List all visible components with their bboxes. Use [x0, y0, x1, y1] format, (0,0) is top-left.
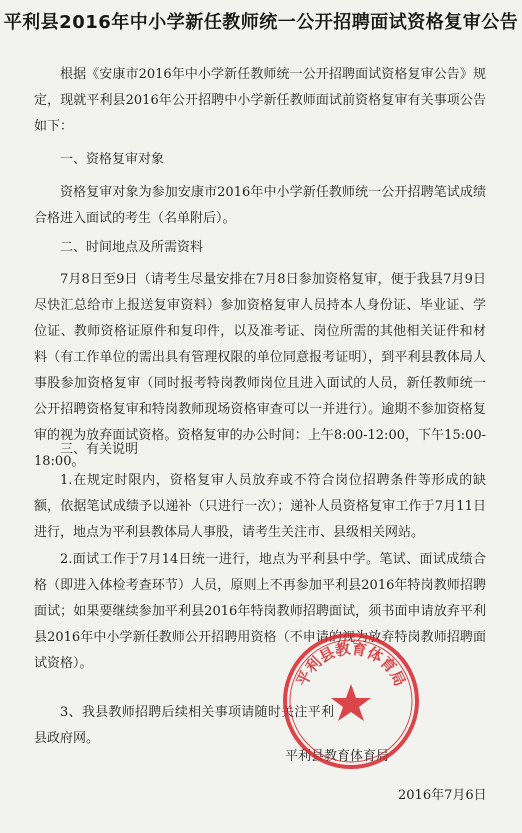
- seal-text: 平利县教育体育局: [292, 639, 410, 690]
- section-heading-1: 一、资格复审对象: [60, 152, 165, 167]
- section-3-paragraph-3: 3、我县教师招聘后续相关事项请随时关注平利县政府网。: [34, 705, 334, 746]
- intro-paragraph: 根据《安康市2016年中小学新任教师统一公开招聘面试资格复审公告》规定，现就平利县2016年公开招聘中小学新任教师面试前资格复审有关事项公告如下：: [34, 67, 486, 134]
- section-2-paragraph: 7月8日至9日（请考生尽量安排在7月8日参加资格复审，便于我县7月9日尽快汇总给市上报送复审资料）参加资格复审人员持本人身份证、毕业证、学位证、教师资格证原件和复印件，以及准考证、岗位所需的其他相关证件和材料（有工作单位的需出具有管理权限的单位同意报考证明），到平利县教体局人事股参加资格复审（同时报考特岗教师岗位且进入面试的人员，新任教师统一公开招聘资格复审和特岗教师现场资格审查可以一并进行）。逾期不参加资格复审的视为放弃面试资格。资格复审的办公时间：上午8:00-12:00，下午15:00-18:00。: [34, 272, 486, 469]
- seal-star-icon: [331, 684, 371, 721]
- section-heading-2: 二、时间地点及所需资料: [60, 240, 204, 255]
- section-heading-3: 三、有关说明: [60, 442, 139, 457]
- official-seal-icon: [280, 630, 422, 772]
- section-1-paragraph: 资格复审对象为参加安康市2016年中小学新任教师统一公开招聘笔试成绩合格进入面试的考生（名单附后）。: [34, 185, 486, 226]
- section-3-paragraph-2: 2.面试工作于7月14日统一进行，地点为平利县中学。笔试、面试成绩合格（即进入体检考查环节）人员，原则上不再参加平利县2016年特岗教师招聘面试；如果要继续参加平利县2016年特岗教师招聘面试，须书面申请放弃平利县2016年中小学新任教师公开招聘用资格（不申请的视为放弃特岗教师招聘面试资格）。: [34, 552, 486, 671]
- section-3-paragraph-1: 1.在规定时限内，资格复审人员放弃或不符合岗位招聘条件等形成的缺额，依据笔试成绩予以递补（只进行一次）；递补人员资格复审工作于7月11日进行，地点为平利县教体局人事股，请考生关注市、县级相关网站。: [34, 473, 486, 540]
- issue-date: 2016年7月6日: [398, 788, 487, 803]
- page-title: 平利县2016年中小学新任教师统一公开招聘面试资格复审公告: [3, 12, 519, 33]
- signature: 平利县教育体育局: [285, 749, 390, 764]
